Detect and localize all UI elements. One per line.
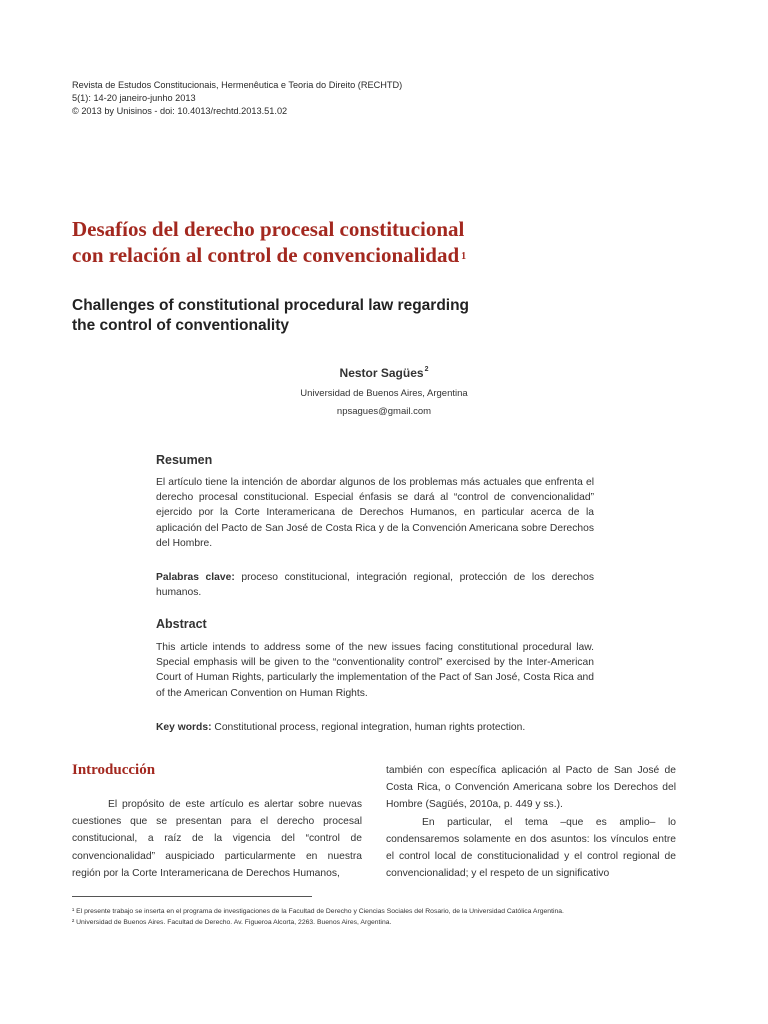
- author-email: npsagues@gmail.com: [336, 406, 432, 417]
- journal-name: Revista de Estudos Constitucionais, Hermenêutica e Teoria do Direito (RECHTD): [72, 80, 403, 90]
- title-footnote-mark: 1: [461, 251, 467, 262]
- author-affiliation: Universidad de Buenos Aires, Argentina: [300, 388, 468, 399]
- abstract-keywords: [156, 720, 594, 735]
- intro-column-right: [386, 762, 676, 882]
- resumen-keywords-text: proceso constitucional, integración regional, protección de los derechos humanos.: [156, 572, 595, 599]
- intro-paragraph-2: En particular, el tema –que es amplio– lo condensaremos solamente en dos asuntos: los vínculos entre el control local de constitucionalidad y el control regional de convencionalidad; y el respeto de un significativo: [386, 816, 676, 880]
- author-name-text: Nestor Sagües: [339, 366, 424, 380]
- journal-doi: © 2013 by Unisinos - doi: 10.4013/rechtd.2013.51.02: [72, 106, 288, 116]
- intro-heading: Introducción: [72, 762, 156, 778]
- abstract-text: This article intends to address some of the new issues facing constitutional procedural law. Special emphasis will be given to the “conventionality control” exercised by the Inter-American Court of Human Rights, particularly the implementation of the Pact of San José, Costa Rica and of the American Convention on Human Rights.: [156, 642, 594, 699]
- resumen-text: El artículo tiene la intención de abordar algunos de los problemas más actuales que enfrenta el derecho procesal constitucional. Especial énfasis se dará al “control de convencionalidad” ejercido por la Corte Interamericana de Derechos Humanos, en particular acerca de la aplicación del Pacto de San José de Costa Rica y de la Convención Americana sobre Derechos del Hombre.: [156, 477, 594, 549]
- title-spanish: [72, 216, 672, 268]
- title-english: [72, 296, 672, 336]
- footnote-1: ¹ El presente trabajo se inserta en el programa de investigaciones de la Facultad de Derecho y Ciencias Sociales del Rosario, de la Universidad Católica Argentina.: [72, 908, 564, 915]
- abstract-keywords-text: Constitutional process, regional integration, human rights protection.: [211, 722, 526, 733]
- resumen-keywords: [156, 570, 594, 600]
- footnote-2: ² Universidad de Buenos Aires. Facultad de Derecho. Av. Figueroa Alcorta, 2263. Buenos Aires, Argentina.: [72, 919, 392, 926]
- author-name: [0, 366, 768, 380]
- journal-issue: 5(1): 14-20 janeiro-junho 2013: [72, 93, 196, 103]
- footnotes: [72, 906, 692, 928]
- title-spanish-line1: Desafíos del derecho procesal constitucional: [72, 217, 465, 241]
- journal-header: [72, 79, 402, 118]
- abstract-heading: Abstract: [156, 617, 207, 631]
- author-footnote-mark: 2: [424, 366, 429, 373]
- resumen-keywords-label: Palabras clave:: [156, 572, 235, 583]
- title-spanish-line2-text: con relación al control de convencionalidad: [72, 243, 460, 267]
- title-english-line1: Challenges of constitutional procedural law regarding: [72, 297, 470, 314]
- footnote-divider: [72, 896, 312, 897]
- title-english-line2: the control of conventionality: [72, 317, 290, 334]
- intro-paragraph-1-continued: también con específica aplicación al Pacto de San José de Costa Rica, o Convención Americana sobre los Derechos del Hombre (Sagüés, 2010a, p. 449 y ss.).: [386, 765, 676, 811]
- abstract-keywords-label: Key words:: [156, 722, 212, 733]
- resumen-heading: Resumen: [156, 453, 213, 467]
- intro-paragraph-1: El propósito de este artículo es alertar sobre nuevas cuestiones que se presentan para el derecho procesal constitucional, a raíz de la vigencia del “control de convencionalidad” auspiciado particularmente en nuestra región por la Corte Interamericana de Derechos Humanos,: [72, 799, 362, 879]
- title-spanish-line2: [72, 242, 672, 268]
- intro-column-left: [72, 796, 362, 882]
